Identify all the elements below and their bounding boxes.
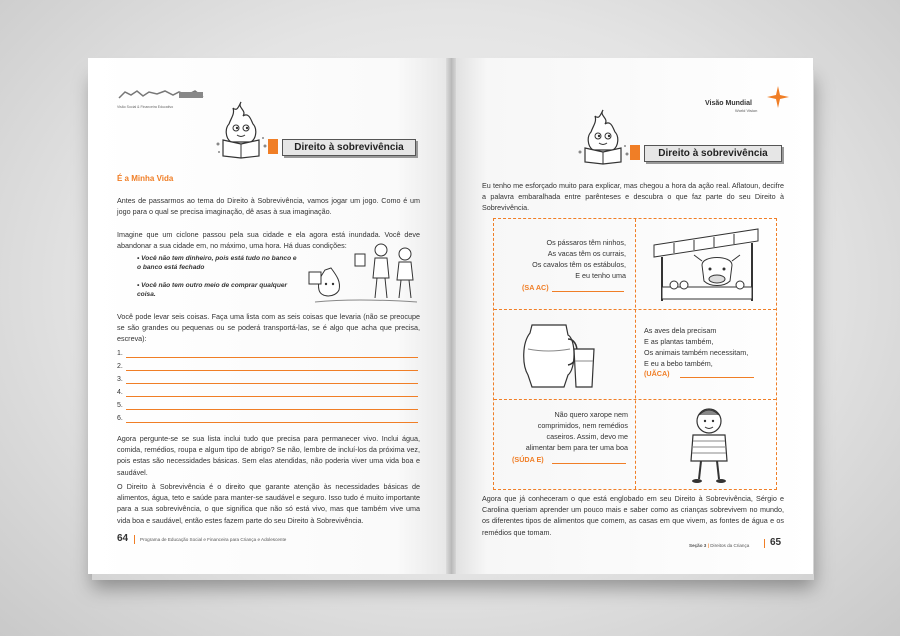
list-number-3: 3. [117,376,123,383]
poem-line: caseiros. Assim, devo me [546,432,628,441]
brand-subname: World Vision [735,108,758,113]
list-number-1: 1. [117,350,123,357]
answer-blank-1[interactable] [552,291,624,292]
program-logo-subtext: Visão Social & Financeira Educativo [117,105,174,109]
page-title-right: Direito à sobrevivência [644,145,782,162]
list-number-5: 5. [117,402,123,409]
footer-section-title: Direitos da Criança [710,543,750,548]
paragraph-closing: Agora que já conheceram o que está englobado em seu Direito à Sobrevivência, Sérgio e Carolina queriam aprender um pouco mais e saber como as crianças sobrevivem no mundo, os diferentes tipos de alimentos que comem, as casas em que vivem, as fontes de água e os remédios que tomam. [482,494,784,537]
word-puzzle-grid [493,218,777,490]
page-title-left: Direito à sobrevivência [282,139,416,156]
bullet-no-means: • Você não tem outro meio de comprar qualquer coisa. [137,282,288,298]
section-heading: É a Minha Vida [117,174,174,183]
book-spine [446,58,456,574]
footer-divider [134,535,135,544]
title-accent-bar [268,139,278,154]
paragraph-cyclone: Imagine que um ciclone passou pela sua cidade e ela agora está inundada. Você deve abandonar a sua cidade em, no máximo, uma hora. Há duas condições: [117,230,420,251]
paragraph-survival-right: O Direito à Sobrevivência é o direito que garante atenção às necessidades básicas de alimentos, água, teto e saúde para manter-se saudável e seguro. Isso tudo é muito importante para a sua sobrevivência, o que significa que não só está vivo, mas que também vive uma vida boa e saudável, então estes fazem parte do seu Direito à Sobrevivência. [117,482,420,525]
grid-divider-row-1 [494,309,776,310]
page-number-left: 64 [117,533,129,544]
brand-name: Visão Mundial [705,100,752,107]
list-number-6: 6. [117,415,123,422]
answer-line-2[interactable] [126,370,418,371]
healthy-boy-illustration [679,405,739,485]
mascot-reading-icon [213,98,269,160]
paragraph-basic-needs: Agora pergunte-se se sua lista inclui tudo que precisa para permanecer vivo. Inclui água, comida, remédios, roupa e algum tipo de abrigo? Se não, lembre de incluí-los da próxima vez, pois estas são necessidades básicas. Sem elas atendidas, não poderia viver uma vida boa e saudável. [117,434,420,477]
program-logo [117,86,207,109]
poem-line: comprimidos, nem remédios [537,421,628,430]
answer-line-4[interactable] [126,396,418,397]
footer-divider [764,539,765,548]
star-logo-icon [767,86,789,108]
title-accent-bar [630,145,640,160]
poem-shelter [502,237,626,281]
poem-line: alimentar bem para ter uma boa [525,443,628,452]
scrambled-word-3: (SÚDA E) [512,455,544,464]
poem-line: Os animais também necessitam, [644,348,749,357]
answer-line-3[interactable] [126,383,418,384]
scrambled-word-1: (SA AC) [522,283,549,292]
footer-separator: | [707,543,709,548]
list-number-4: 4. [117,389,123,396]
answer-line-5[interactable] [126,409,418,410]
poem-water [644,325,772,369]
poem-line: As vacas têm os currais, [547,249,626,258]
market-stall-illustration [644,225,768,305]
paragraph-six-things: Você pode levar seis coisas. Faça uma lista com as seis coisas que levaria (não se preocupe se são grandes ou pequenas ou se poderá transportá-las, se é algo que acha que precisa, escreva): [117,312,420,344]
world-vision-logo [705,86,795,116]
paragraph-instructions: Eu tenho me esforçado muito para explicar, mas chegou a hora da ação real. Aflatoun, decifre a palavra embaralhada entre parênteses e descubra o que faz parte do seu Direito à Sobrevivência. [482,181,784,213]
footer-section: Seção 3 [689,543,707,548]
answer-blank-3[interactable] [552,463,626,464]
poem-line: E eu tenho uma [575,271,626,280]
footer-left: Programa de Educação Social e Financeira para Criança e Adolescente [140,537,287,542]
list-number-2: 2. [117,363,123,370]
bullet-no-money: • Você não tem dinheiro, pois está tudo no banco e o banco está fechado [137,255,297,271]
poem-line: Os pássaros têm ninhos, [546,238,626,247]
scrambled-word-2: (UÃCA) [644,369,670,378]
water-jug-and-glass-illustration [518,319,618,391]
evacuation-illustration [305,240,419,308]
poem-line: Os cavalos têm os estábulos, [532,260,626,269]
poem-health [502,409,628,453]
mascot-reading-icon [575,106,631,166]
paragraph-intro: Antes de passarmos ao tema do Direito à Sobrevivência, vamos jogar um jogo. Como é um jogo para o qual se precisa imaginação, dê asas à sua imaginação. [117,196,420,217]
footer-right [689,543,749,548]
page-number-right: 65 [770,537,782,548]
poem-line: As aves dela precisam [644,326,717,335]
answer-blank-2[interactable] [680,377,754,378]
poem-line: Não quero xarope nem [554,410,628,419]
poem-line: E as plantas também, [644,337,714,346]
grid-divider-vertical [635,219,636,489]
grid-divider-row-2 [494,399,776,400]
poem-line: E eu a bebo também, [644,359,713,368]
program-logo-mark [117,89,205,99]
answer-line-6[interactable] [126,422,418,423]
answer-line-1[interactable] [126,357,418,358]
